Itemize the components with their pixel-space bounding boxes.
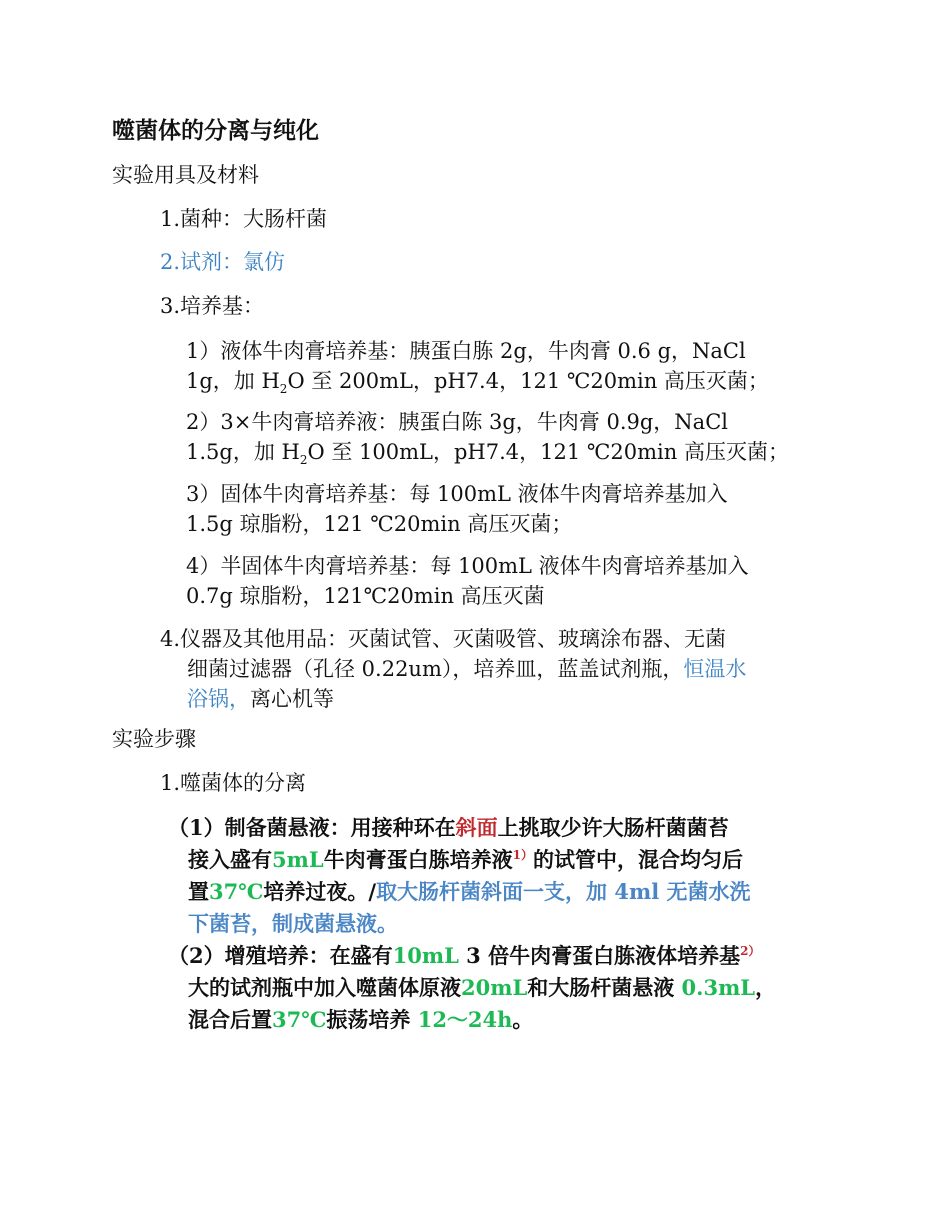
materials-heading: 实验用具及材料 [112, 163, 259, 187]
step-1-footnote-ref: 1） [512, 848, 533, 862]
material-item-media: 3.培养基： [160, 294, 265, 318]
material-item-instruments [160, 624, 746, 714]
step-2-line1 [168, 940, 848, 972]
step-1-text-h: 培养过夜。/ [263, 879, 377, 904]
media-item-3-line1: 3）固体牛肉膏培养基：每 100mL 液体牛肉膏培养基加入 [186, 482, 728, 506]
instruments-line3 [160, 684, 746, 714]
media-item-1-text-a: 1g，加 H [186, 369, 280, 393]
material-item-reagent: 2.试剂：氯仿 [160, 250, 286, 274]
step-2-footnote-ref: 2） [740, 944, 761, 958]
step-2-line2 [168, 972, 848, 1004]
media-item-1-line2 [186, 366, 846, 404]
instruments-text-b: 离心机等 [250, 687, 334, 711]
media-item-2-line2 [186, 437, 846, 475]
step-2-volume-2: 20mL [461, 975, 528, 1000]
step-1-line3 [168, 876, 848, 908]
step-1-line4: 下菌苔，制成菌悬液。 [188, 911, 398, 936]
step-2-text-h: 振荡培养 [326, 1007, 411, 1032]
step-1-highlight-red: 斜面 [455, 815, 498, 840]
media-item-2-text-b: O 至 100mL，pH7.4，121 ℃20min 高压灭菌； [307, 440, 789, 464]
media-item-3-line2: 1.5g 琼脂粉，121 ℃20min 高压灭菌； [186, 512, 573, 536]
media-item-3 [186, 479, 846, 539]
step-2-line3 [168, 1004, 848, 1036]
step-1-text-a: （1）制备菌悬液：用接种环在 [168, 815, 456, 840]
media-item-2 [186, 407, 846, 475]
media-item-2-line1: 2）3×牛肉膏培养液：胰蛋白陈 3g，牛肉膏 0.9g，NaCl [186, 410, 728, 434]
step-1-line2 [168, 844, 848, 876]
step-2-temperature: 37℃ [272, 1007, 327, 1032]
step-2-volume-1: 10mL [392, 943, 459, 968]
step-2-text-c: 大的试剂瓶中加入噬菌体原液 [188, 975, 461, 1000]
step-2-text-e: ， [755, 975, 777, 1000]
step-2-volume-3: 0.3mL [681, 975, 756, 1000]
step-item-isolation: 1.噬菌体的分离 [160, 771, 307, 795]
step-2-duration: 12～24h [417, 1007, 513, 1032]
instruments-highlight-a: 恒温水 [683, 657, 747, 681]
instruments-line2 [160, 654, 746, 684]
step-1-prepare-suspension [168, 812, 848, 940]
step-1-volume: 5mL [272, 847, 324, 872]
steps-heading: 实验步骤 [112, 727, 196, 751]
step-2-text-f: 混合后置 [188, 1007, 272, 1032]
page-title: 噬菌体的分离与纯化 [112, 117, 319, 144]
instruments-line1: 4.仪器及其他用品：灭菌试管、灭菌吸管、玻璃涂布器、无菌 [160, 627, 727, 651]
step-1-text-e: 的试管中，混合均匀后 [532, 847, 743, 872]
instruments-text-a: 细菌过滤器（孔径 0.22um），培养皿，蓝盖试剂瓶， [187, 657, 684, 681]
step-2-text-a: （2）增殖培养：在盛有 [168, 943, 393, 968]
step-2-text-d: 和大肠杆菌悬液 [527, 975, 675, 1000]
step-2-proliferation [168, 940, 848, 1036]
step-2-text-b: 3 倍牛肉膏蛋白胨液体培养基 [466, 943, 741, 968]
step-1-temperature: 37℃ [209, 879, 264, 904]
media-item-1-text-b: O 至 200mL，pH7.4，121 ℃20min 高压灭菌； [287, 369, 769, 393]
material-item-strain: 1.菌种：大肠杆菌 [160, 207, 328, 231]
media-item-1-line1: 1）液体牛肉膏培养基：胰蛋白胨 2g，牛肉膏 0.6 g，NaCl [186, 339, 746, 363]
instruments-highlight-b: 浴锅， [187, 687, 250, 711]
step-1-line1 [168, 812, 848, 844]
media-item-2-subscript: 2 [299, 453, 308, 468]
step-1-text-f: 置 [188, 879, 209, 904]
media-item-4 [186, 551, 846, 611]
media-item-1 [186, 336, 846, 404]
media-item-4-line2: 0.7g 琼脂粉，121℃20min 高压灭菌 [186, 584, 545, 608]
step-1-text-c: 接入盛有 [188, 847, 272, 872]
step-1-text-b: 上挑取少许大肠杆菌菌苔 [497, 815, 729, 840]
step-1-alt-text-1: 取大肠杆菌斜面一支，加 4ml 无菌水洗 [376, 879, 751, 904]
media-item-1-subscript: 2 [279, 382, 288, 397]
media-item-2-text-a: 1.5g，加 H [186, 440, 300, 464]
step-1-text-d: 牛肉膏蛋白胨培养液 [323, 847, 513, 872]
step-2-text-i: 。 [512, 1007, 534, 1032]
media-item-4-line1: 4）半固体牛肉膏培养基：每 100mL 液体牛肉膏培养基加入 [186, 554, 749, 578]
